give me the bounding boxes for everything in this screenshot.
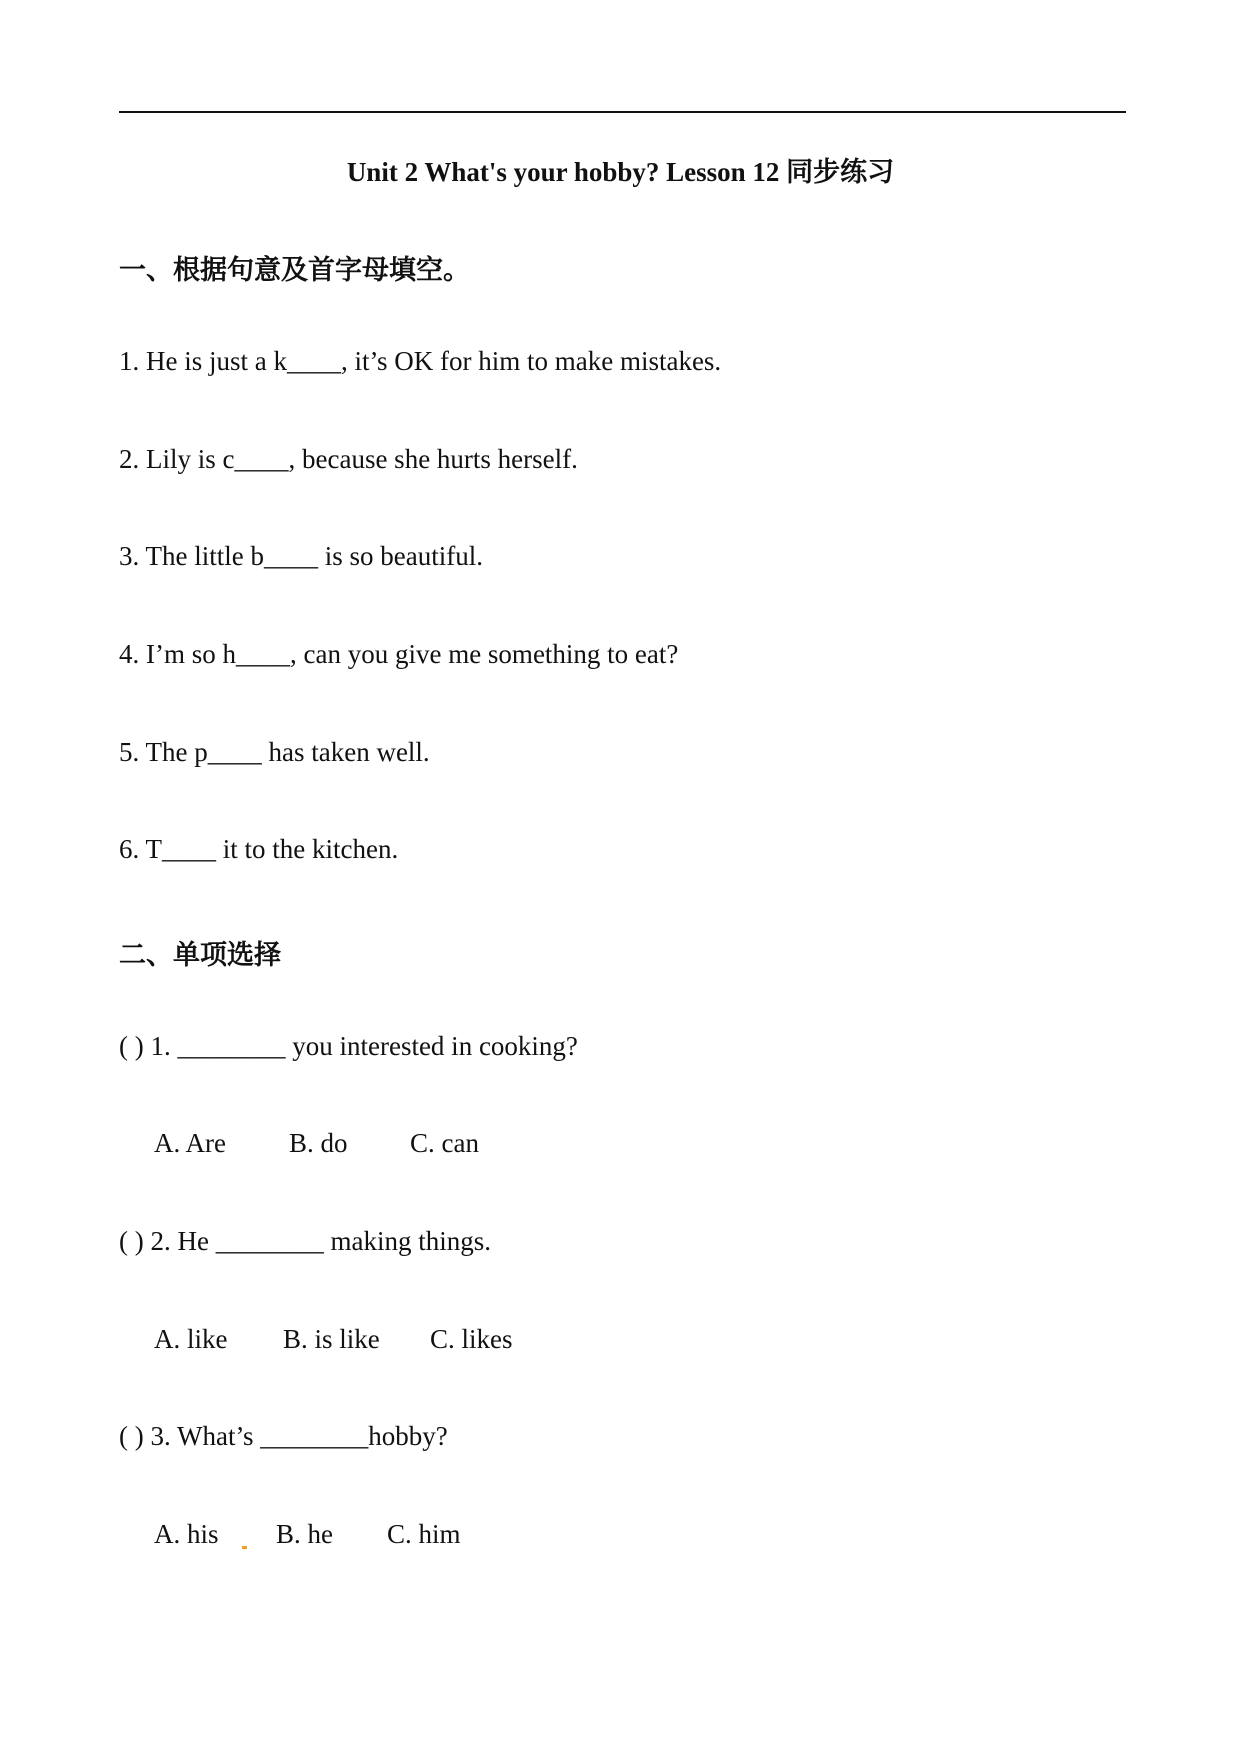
option-b: B. he [276, 1519, 333, 1549]
option-c: C. likes [430, 1324, 513, 1354]
choice-question-1: ( ) 1. ________ you interested in cooking? [119, 1031, 578, 1061]
option-a: A. like [154, 1324, 228, 1354]
section-heading-fill-blanks: 一、根据句意及首字母填空。 [119, 255, 470, 285]
choice-question-3: ( ) 3. What’s ________hobby? [119, 1421, 448, 1451]
section-heading-multiple-choice: 二、单项选择 [119, 940, 281, 970]
fill-blank-item-5: 5. The p____ has taken well. [119, 737, 430, 767]
fill-blank-item-2: 2. Lily is c____, because she hurts herself. [119, 444, 578, 474]
option-c: C. him [387, 1519, 461, 1549]
fill-blank-item-4: 4. I’m so h____, can you give me something to eat? [119, 639, 679, 669]
fill-blank-item-6: 6. T____ it to the kitchen. [119, 834, 399, 864]
choice-options-2 [154, 1324, 513, 1355]
option-a: A. his [154, 1519, 219, 1549]
option-a: A. Are [154, 1128, 226, 1158]
option-c: C. can [410, 1128, 479, 1158]
option-b: B. do [289, 1128, 348, 1158]
choice-options-1 [154, 1128, 479, 1159]
fill-blank-item-1: 1. He is just a k____, it’s OK for him to make mistakes. [119, 346, 722, 376]
marker-dot [242, 1546, 247, 1549]
fill-blank-item-3: 3. The little b____ is so beautiful. [119, 541, 483, 571]
choice-question-2: ( ) 2. He ________ making things. [119, 1226, 491, 1256]
page-title: Unit 2 What's your hobby? Lesson 12 同步练习 [346, 157, 895, 187]
header-rule [119, 111, 1126, 113]
option-b: B. is like [283, 1324, 380, 1354]
choice-options-3 [154, 1519, 461, 1550]
